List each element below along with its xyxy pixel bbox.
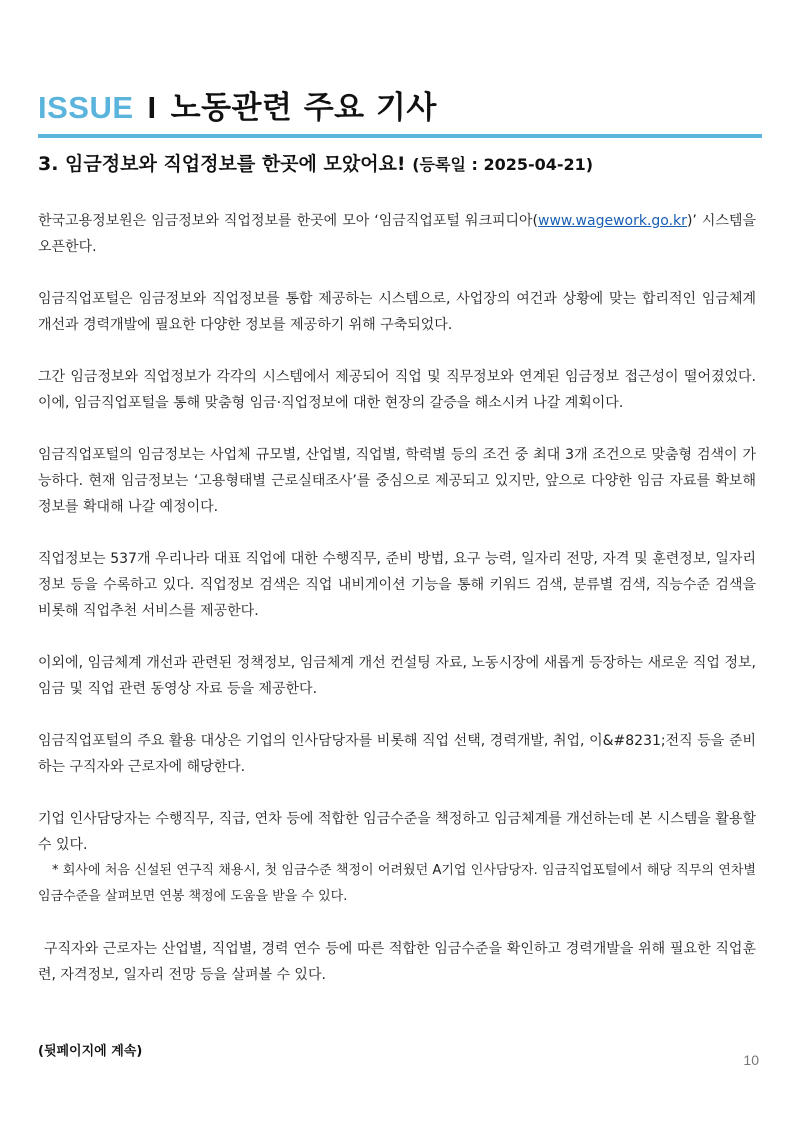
article-body <box>38 208 756 1014</box>
page-header <box>38 88 762 138</box>
continue-notice: (뒷페이지에 계속) <box>38 1044 143 1059</box>
section-heading <box>38 88 762 128</box>
paragraph-1-text-before: 한국고용정보원은 임금정보와 직업정보를 한곳에 모아 ‘임금직업포털 워크피디아( <box>38 213 539 229</box>
article-title <box>38 150 758 179</box>
paragraph-6: 이외에, 임금체계 개선과 관련된 정책정보, 임금체계 개선 컨설팅 자료, 노동시장에 새롭게 등장하는 새로운 직업 정보, 임금 및 직업 관련 동영상 자료 등을 제공한다. <box>38 655 756 697</box>
paragraph-1-text-after: )’ 시스템을 오픈한다. <box>38 213 756 255</box>
header-rule <box>38 134 762 138</box>
paragraph-4: 임금직업포털의 임금정보는 사업체 규모별, 산업별, 직업별, 학력별 등의 조건 중 최대 3개 조건으로 맞춤형 검색이 가능하다. 현재 임금정보는 ‘고용형태별 근로실태조사’를 중심으로 제공되고 있지만, 앞으로 다양한 임금 자료를 확보해 정보를 확대해 나갈 예정이다. <box>38 447 756 515</box>
wagework-link[interactable]: www.wagework.go.kr <box>538 213 687 229</box>
paragraph-5: 직업정보는 537개 우리나라 대표 직업에 대한 수행직무, 준비 방법, 요구 능력, 일자리 전망, 자격 및 훈련정보, 일자리 정보 등을 수록하고 있다. 직업정보 검색은 직업 내비게이션 기능을 통해 키워드 검색, 분류별 검색, 직능수준 검색을 비롯해 직업추천 서비스를 제공한다. <box>38 551 756 619</box>
issue-label: ISSUE <box>38 90 134 125</box>
article-date: (등록일 : 2025-04-21) <box>412 155 594 174</box>
page-number: 10 <box>743 1052 759 1068</box>
paragraph-3: 그간 임금정보와 직업정보가 각각의 시스템에서 제공되어 직업 및 직무정보와 연계된 임금정보 접근성이 떨어졌었다. 이에, 임금직업포털을 통해 맞춤형 임금·직업정보에 대한 현장의 갈증을 해소시켜 나갈 계획이다. <box>38 369 756 411</box>
paragraph-8: 기업 인사담당자는 수행직무, 직급, 연차 등에 적합한 임금수준을 책정하고 임금체계를 개선하는데 본 시스템을 활용할 수 있다. <box>38 811 756 853</box>
section-title: 노동관련 주요 기사 <box>170 90 437 126</box>
paragraph-2: 임금직업포털은 임금정보와 직업정보를 통합 제공하는 시스템으로, 사업장의 여건과 상황에 맞는 합리적인 임금체계 개선과 경력개발에 필요한 다양한 정보를 제공하기 위해 구축되었다. <box>38 291 756 333</box>
paragraph-9: 구직자와 근로자는 산업별, 직업별, 경력 연수 등에 따른 적합한 임금수준을 확인하고 경력개발을 위해 필요한 직업훈련, 자격정보, 일자리 전망 등을 살펴볼 수 있다. <box>38 941 756 983</box>
paragraph-7: 임금직업포털의 주요 활용 대상은 기업의 인사담당자를 비롯해 직업 선택, 경력개발, 취업, 이&#8231;전직 등을 준비하는 구직자와 근로자에 해당한다. <box>38 733 756 775</box>
example-note: * 회사에 처음 신설된 연구직 채용시, 첫 임금수준 책정이 어려웠던 A기업 인사담당자. 임금직업포털에서 해당 직무의 연차별 임금수준을 살펴보면 연봉 책정에 도움을 받을 수 있다. <box>38 863 756 904</box>
article-headline: 3. 임금정보와 직업정보를 한곳에 모았어요! <box>38 153 406 175</box>
heading-separator: I <box>147 90 157 125</box>
paragraph-1 <box>38 208 756 260</box>
